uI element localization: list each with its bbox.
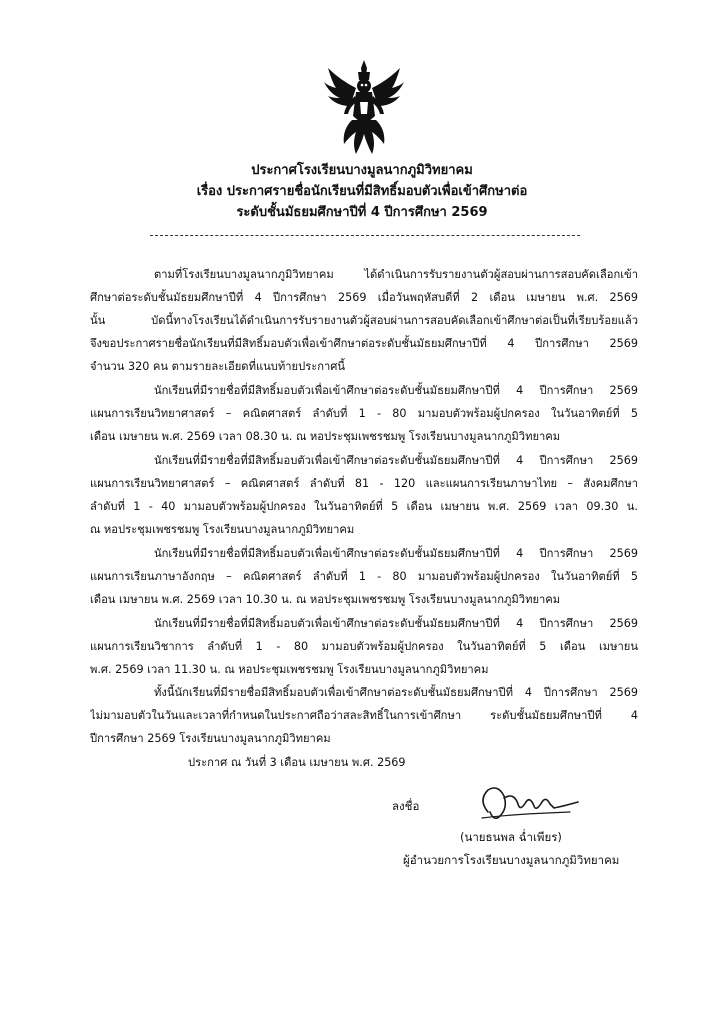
- body-line: ไม่มามอบตัวในวันและเวลาที่กำหนดในประกาศถือว่าสละสิทธิ์ในการเข้าศึกษา ระดับชั้นมัธยมศึกษาปีที่ 4: [90, 709, 638, 722]
- header-level-year: ระดับชั้นมัธยมศึกษาปีที่ 4 ปีการศึกษา 2569: [236, 205, 488, 220]
- body-line: ปีการศึกษา 2569 โรงเรียนบางมูลนากภูมิวิทยาคม: [90, 732, 331, 745]
- signer-name: (นายธนพล ฉ่ำเพียร): [460, 830, 562, 844]
- body-line: แผนการเรียนวิทยาศาสตร์ – คณิตศาสตร์ ลำดับที่ 1 - 80 มามอบตัวพร้อมผู้ปกครอง ในวันอาทิตย์ที่ 5: [90, 407, 638, 420]
- announcement-header: [80, 160, 644, 223]
- body-line: ทั้งนี้นักเรียนที่มีรายชื่อมีสิทธิ์มอบตัวเพื่อเข้าศึกษาต่อระดับชั้นมัธยมศึกษาปีที่ 4 ปีการศึกษา 2569: [154, 686, 638, 699]
- body-line: แผนการเรียนภาษาอังกฤษ – คณิตศาสตร์ ลำดับที่ 1 - 80 มามอบตัวพร้อมผู้ปกครอง ในวันอาทิตย์ที่ 5: [90, 570, 638, 583]
- body-line: นักเรียนที่มีรายชื่อที่มีสิทธิ์มอบตัวเพื่อเข้าศึกษาต่อระดับชั้นมัธยมศึกษาปีที่ 4 ปีการศึกษา 2569: [154, 454, 638, 467]
- garuda-emblem-icon: [322, 58, 406, 158]
- body-line: ณ หอประชุมเพชรชมพู โรงเรียนบางมูลนากภูมิวิทยาคม: [90, 523, 355, 536]
- header-subject: เรื่อง ประกาศรายชื่อนักเรียนที่มีสิทธิ์มอบตัวเพื่อเข้าศึกษาต่อ: [196, 184, 528, 199]
- body-line: นั้น บัดนี้ทางโรงเรียนได้ดำเนินการรับรายงานตัวผู้สอบผ่านการสอบคัดเลือกเข้าศึกษาต่อเป็นที่เรียบร้อยแล้ว: [90, 314, 638, 327]
- body-line: นักเรียนที่มีรายชื่อที่มีสิทธิ์มอบตัวเพื่อเข้าศึกษาต่อระดับชั้นมัธยมศึกษาปีที่ 4 ปีการศึกษา 2569: [154, 547, 638, 560]
- body-line: เดือน เมษายน พ.ศ. 2569 เวลา 10.30 น. ณ หอประชุมเพชรชมพู โรงเรียนบางมูลนากภูมิวิทยาคม: [90, 593, 561, 606]
- body-line: นักเรียนที่มีรายชื่อที่มีสิทธิ์มอบตัวเพื่อเข้าศึกษาต่อระดับชั้นมัธยมศึกษาปีที่ 4 ปีการศึกษา 2569: [154, 384, 638, 397]
- header-divider: [150, 235, 580, 236]
- body-line: ตามที่โรงเรียนบางมูลนากภูมิวิทยาคม ได้ดำเนินการรับรายงานตัวผู้สอบผ่านการสอบคัดเลือกเข้า: [154, 268, 638, 281]
- body-line: แผนการเรียนวิทยาศาสตร์ – คณิตศาสตร์ ลำดับที่ 81 - 120 และแผนการเรียนภาษาไทย – สังคมศึกษา: [90, 477, 638, 490]
- handwritten-signature-icon: [474, 782, 584, 828]
- body-line: ลำดับที่ 1 - 40 มามอบตัวพร้อมผู้ปกครอง ในวันอาทิตย์ที่ 5 เดือน เมษายน พ.ศ. 2569 เวลา 09.30 น.: [90, 500, 638, 513]
- body-line: แผนการเรียนวิชาการ ลำดับที่ 1 - 80 มามอบตัวพร้อมผู้ปกครอง ในวันอาทิตย์ที่ 5 เดือน เมษายน: [90, 640, 638, 653]
- body-line: ศึกษาต่อระดับชั้นมัธยมศึกษาปีที่ 4 ปีการศึกษา 2569 เมื่อวันพฤหัสบดีที่ 2 เดือน เมษายน พ.ศ. 2569: [90, 291, 638, 304]
- body-line: พ.ศ. 2569 เวลา 11.30 น. ณ หอประชุมเพชรชมพู โรงเรียนบางมูลนากภูมิวิทยาคม: [90, 663, 489, 676]
- header-school-title: ประกาศโรงเรียนบางมูลนากภูมิวิทยาคม: [251, 163, 473, 178]
- body-line: เดือน เมษายน พ.ศ. 2569 เวลา 08.30 น. ณ หอประชุมเพชรชมพู โรงเรียนบางมูลนากภูมิวิทยาคม: [90, 430, 561, 443]
- signature-label: ลงชื่อ: [392, 799, 420, 813]
- signer-title: ผู้อำนวยการโรงเรียนบางมูลนากภูมิวิทยาคม: [403, 853, 620, 867]
- body-line: จำนวน 320 คน ตามรายละเอียดที่แนบท้ายประกาศนี้: [90, 360, 346, 373]
- body-line: จึงขอประกาศรายชื่อนักเรียนที่มีสิทธิ์มอบตัวเพื่อเข้าศึกษาต่อระดับชั้นมัธยมศึกษาปีที่ 4 ปีการศึกษา 2569: [90, 337, 638, 350]
- body-line: นักเรียนที่มีรายชื่อที่มีสิทธิ์มอบตัวเพื่อเข้าศึกษาต่อระดับชั้นมัธยมศึกษาปีที่ 4 ปีการศึกษา 2569: [154, 617, 638, 630]
- announcement-date: ประกาศ ณ วันที่ 3 เดือน เมษายน พ.ศ. 2569: [188, 756, 406, 769]
